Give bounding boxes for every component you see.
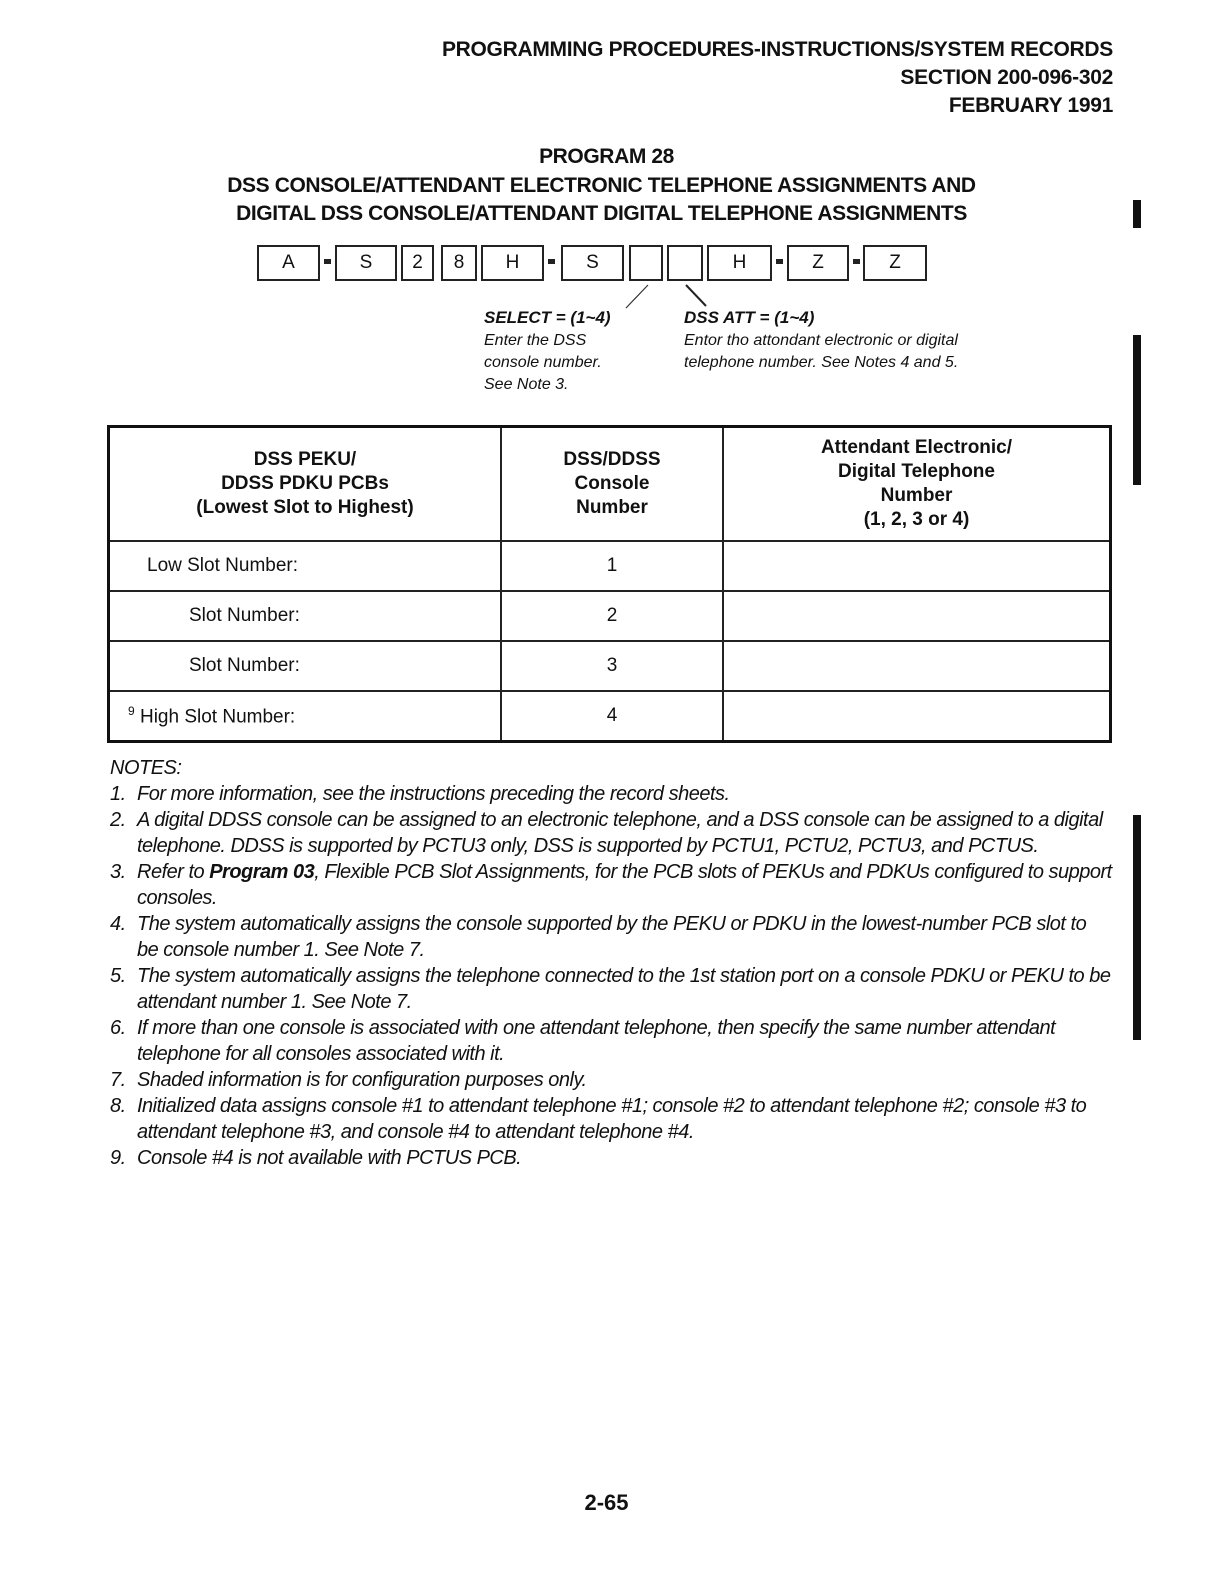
attendant-number-cell[interactable] <box>723 591 1111 641</box>
select-entry-box[interactable] <box>629 245 663 281</box>
title-line1: DSS CONSOLE/ATTENDANT ELECTRONIC TELEPHONE ASSIGNMENTS AND <box>227 174 976 197</box>
note-item: 8. Initialized data assigns console #1 to attendant telephone #1; console #2 to attendant telephone #2; console #3 to attendant telephone #3, and console #4 to attendant telephone #4. <box>110 1095 1087 1143</box>
code-box: Z <box>787 245 849 281</box>
header-line1: PROGRAMMING PROCEDURES-INSTRUCTIONS/SYSTEM RECORDS <box>441 38 1113 61</box>
code-box: H <box>481 245 544 281</box>
table-row <box>109 541 1111 591</box>
page-number: 2-65 <box>584 1490 629 1515</box>
dss-att-entry-box[interactable] <box>667 245 703 281</box>
code-box: 2 <box>401 245 434 281</box>
code-box: 8 <box>441 245 477 281</box>
note-item: 2. A digital DDSS console can be assigned to an electronic telephone, and a DSS console can be assigned to a digital telephone. DDSS is supported by PCTU3 only, DSS is supported by PCTU1, PCTU2, PCTU3, and PCTUS. <box>110 809 1103 857</box>
code-box: A <box>257 245 320 281</box>
dss-att-annotation: DSS ATT = (1~4) Entor tho attondant electronic or digital telephone number. See Notes 4 and 5. <box>684 308 959 371</box>
slot-label: Low Slot Number: <box>109 541 502 591</box>
console-number: 4 <box>501 691 723 742</box>
code-box: H <box>707 245 772 281</box>
code-dash <box>324 259 331 264</box>
change-bar <box>1133 815 1141 1040</box>
attendant-number-cell[interactable] <box>723 691 1111 742</box>
console-number: 3 <box>501 641 723 691</box>
note-item: 6. If more than one console is associated with one attendant telephone, then specify the same number attendant telephone for all consoles associated with it. <box>110 1017 1056 1065</box>
header-attendant: Attendant Electronic/ Digital Telephone Number (1, 2, 3 or 4) <box>723 427 1111 542</box>
attendant-number-cell[interactable] <box>723 641 1111 691</box>
change-bar <box>1133 200 1141 228</box>
notes-heading: NOTES: <box>110 757 182 779</box>
slot-label: Slot Number: <box>109 591 502 641</box>
change-bar <box>1133 335 1141 485</box>
table-header-row <box>109 427 1111 542</box>
title-line2: DIGITAL DSS CONSOLE/ATTENDANT DIGITAL TELEPHONE ASSIGNMENTS <box>236 202 967 225</box>
program-03-reference: Program 03 <box>209 861 315 883</box>
note-item: 9. Console #4 is not available with PCTUS PCB. <box>110 1147 522 1169</box>
notes-section <box>110 755 1112 1171</box>
note-item: 5. The system automatically assigns the telephone connected to the 1st station port on a console PDKU or PEKU to be attendant number 1. See Note 7. <box>110 965 1111 1013</box>
code-box: S <box>335 245 397 281</box>
attendant-number-cell[interactable] <box>723 541 1111 591</box>
code-box: Z <box>863 245 927 281</box>
code-dash <box>853 259 860 264</box>
table-row <box>109 591 1111 641</box>
dss-att-label: DSS ATT = (1~4) <box>684 308 815 327</box>
select-annotation: SELECT = (1~4) Enter the DSS console number. See Note 3. <box>484 308 611 393</box>
table-row <box>109 641 1111 691</box>
note-item: 1. For more information, see the instructions preceding the record sheets. <box>110 783 730 805</box>
header-slots: DSS PEKU/ DDSS PDKU PCBs (Lowest Slot to Highest) <box>109 427 502 542</box>
header-date: FEBRUARY 1991 <box>948 94 1113 117</box>
header-console: DSS/DDSS Console Number <box>501 427 723 542</box>
footnote-marker: 9 <box>128 703 135 718</box>
console-number: 1 <box>501 541 723 591</box>
table-row <box>109 691 1111 742</box>
note-item: 7. Shaded information is for configuration purposes only. <box>110 1069 587 1091</box>
note-item: 3. Refer to Program 03, Flexible PCB Slot Assignments, for the PCB slots of PEKUs and PDKUs configured to support consoles. <box>110 861 1112 909</box>
slot-label: $^9$ High Slot Number: <box>109 691 502 742</box>
note-item: 4. The system automatically assigns the console supported by the PEKU or PDKU in the lowest-number PCB slot to be console number 1. See Note 7. <box>110 913 1087 961</box>
console-number: 2 <box>501 591 723 641</box>
code-dash <box>548 259 555 264</box>
assignment-table <box>107 425 1112 743</box>
slot-label: Slot Number: <box>109 641 502 691</box>
code-box: S <box>561 245 624 281</box>
header-section: SECTION 200-096-302 <box>900 66 1113 89</box>
code-dash <box>776 259 783 264</box>
select-label: SELECT = (1~4) <box>484 308 611 327</box>
program-title: PROGRAM 28 <box>539 145 674 168</box>
